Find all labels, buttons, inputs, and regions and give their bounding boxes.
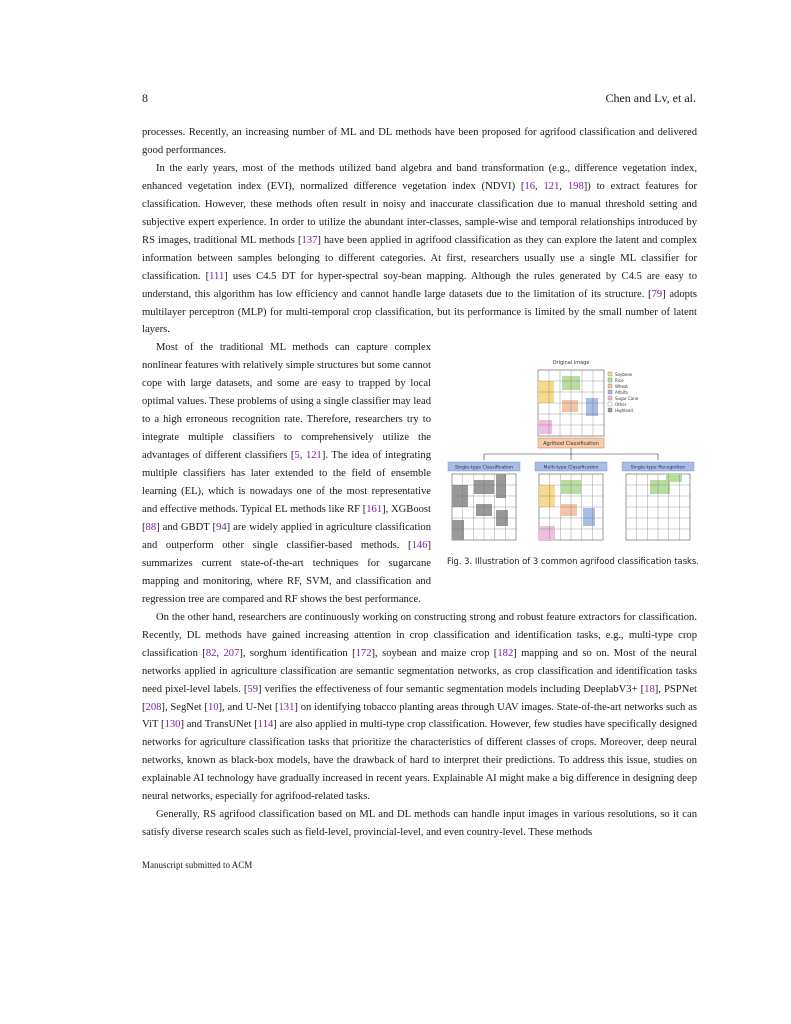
legend-entry: Alfalfa: [615, 390, 628, 395]
paragraph-2: In the early years, most of the methods utilized band algebra and band transformation (e.g., difference vegetation index, enhanced vegetation index (EVI), normalized difference vegetation index (NDVI) [16, 121, 198]) to extract features for classification. However, these methods often result in noisy and inaccurate classification due to manual threshold setting and subjective expert experience. In order to utilize the abundant inter-classes, sample-wise and temporal relationships introduced by RS images, traditional ML methods [137] have been applied in agrifood classification as they can explore the latent and complex information between samples belonging to different categories. At first, researchers usually use a single ML classifier for classification. [111] uses C4.5 DT for hyper-spectral soy-bean mapping. Although the rules generated by C4.5 are easy to understand, this algorithm has low efficiency and cannot handle large datasets due to the limitation of its structure. [79] adopts multilayer perceptron (MLP) for multi-temporal crop classification, but its performance is limited by the small number of latent layers.: [142, 162, 697, 336]
paragraph-3: Most of the traditional ML methods can capture complex nonlinear features with relatively simple structures but some cannot cope with large datasets, and some are easy to trapped by local optimal values. These problems of using a single classifier may lead to a high erroneous recognition rate. Therefore, researchers try to integrate multiple classifiers to comprehensively utilize the advantages of different classifiers [5, 121]. The idea of integrating multiple classifiers has later extended to the field of ensemble learning (EL), which is nowadays one of the most representative and effective methods. Typical EL methods like RF [161], XGBoost [88] and GBDT [94] are widely applied in agriculture classification and outperform other single classifier-based methods. [146] summarizes current state-of-the-art techniques for sugarcane mapping and monitoring, where RF, SVM, and classification and regression tree are compared and RF shows the best performance.: [142, 342, 432, 605]
single-type-recognition-grid: [626, 474, 690, 540]
citation[interactable]: 131: [278, 701, 295, 713]
task-single-type-classification: Single-type Classification: [455, 465, 513, 471]
original-image-grid: [538, 370, 604, 436]
task-multi-type-classification: Multi-type Classification: [543, 465, 599, 471]
citation[interactable]: 16: [524, 180, 536, 192]
legend-entry: Wheat: [615, 384, 628, 389]
legend-entry: Soybean: [615, 372, 633, 377]
citation[interactable]: 79: [651, 288, 663, 300]
citation[interactable]: 10: [207, 701, 219, 713]
legend-entry: Sugar Cane: [615, 396, 639, 401]
page-number: 8: [142, 91, 148, 105]
citation[interactable]: 121: [543, 180, 560, 192]
citation[interactable]: 182: [497, 647, 514, 659]
citation[interactable]: 172: [355, 647, 372, 659]
multi-type-classification-grid: [539, 474, 603, 540]
citation[interactable]: 121: [305, 450, 322, 462]
figure-legend: [608, 372, 639, 413]
citation[interactable]: 82: [205, 647, 217, 659]
agrifood-classification-label: Agrifood Classification: [543, 441, 599, 447]
page-footer: Manuscript submitted to ACM: [142, 860, 253, 870]
original-image-label: Original Image: [552, 360, 590, 366]
figure-caption: Fig. 3. Illustration of 3 common agrifood classification tasks.: [447, 556, 699, 566]
citation[interactable]: 5: [294, 450, 300, 462]
citation[interactable]: 18: [644, 683, 655, 695]
figure-connectors: [484, 448, 658, 460]
citation[interactable]: 208: [145, 701, 162, 713]
task-single-type-recognition: Single-type Recognition: [630, 465, 686, 471]
running-header-authors: Chen and Lv, et al.: [605, 91, 696, 105]
figure-3: [446, 352, 698, 568]
paragraph-4: On the other hand, researchers are continuously working on constructing strong and robust feature extractors for classification. Recently, DL methods have gained increasing attention in crop classification and identification tasks, e.g., multi-type crop classification [82, 207], sorghum identification [172], soybean and maize crop [182] mapping and so on. Most of the neural networks applied in agriculture classification are semantic segmentation networks, as crop classification and identification tasks need pixel-level labels. [59] verifies the effectiveness of four semantic segmentation models including DeeplabV3+ [18], PSPNet [208], SegNet [10], and U-Net [131] on identifying tobacco planting areas through UAV images. State-of-the-art networks such as ViT [130] and TransUNet [114] are also applied in multi-type crop classification. However, few studies have specifically designed networks for agriculture classification tasks that prioritize the characteristics of different classes of crops. Moreover, deep neural networks, known as black-box models, have the drawback of hard to interpret their predictions. To address this issue, studies on explainable AI technology have gradually increased in recent years. Explainable AI might make a big difference in designing deep neural networks, especially for agrifood-related tasks.: [142, 611, 698, 803]
citation[interactable]: 88: [145, 521, 157, 533]
citation[interactable]: 207: [223, 647, 240, 659]
paragraph-5: Generally, RS agrifood classification based on ML and DL methods can handle input images in various resolutions, so it can satisfy diverse research scales such as field-level, provincial-level, and even country-level. These methods: [142, 809, 697, 839]
citation[interactable]: 94: [216, 521, 227, 533]
single-type-classification-grid: [452, 474, 516, 540]
figure-3-diagram: [446, 352, 698, 552]
citation[interactable]: 198: [567, 180, 584, 192]
citation[interactable]: 130: [164, 719, 181, 731]
citation[interactable]: 59: [247, 683, 259, 695]
legend-entry: Highland: [615, 408, 633, 413]
paragraph-1: processes. Recently, an increasing number of ML and DL methods have been proposed for agrifood classification and delivered good performances.: [142, 127, 697, 156]
citation[interactable]: 146: [411, 539, 428, 551]
citation[interactable]: 137: [301, 234, 318, 246]
citation[interactable]: 111: [209, 270, 225, 282]
legend-entry: Rice: [615, 378, 624, 383]
citation[interactable]: 161: [366, 504, 383, 516]
legend-entry: Other: [615, 402, 627, 407]
citation[interactable]: 114: [257, 719, 274, 731]
